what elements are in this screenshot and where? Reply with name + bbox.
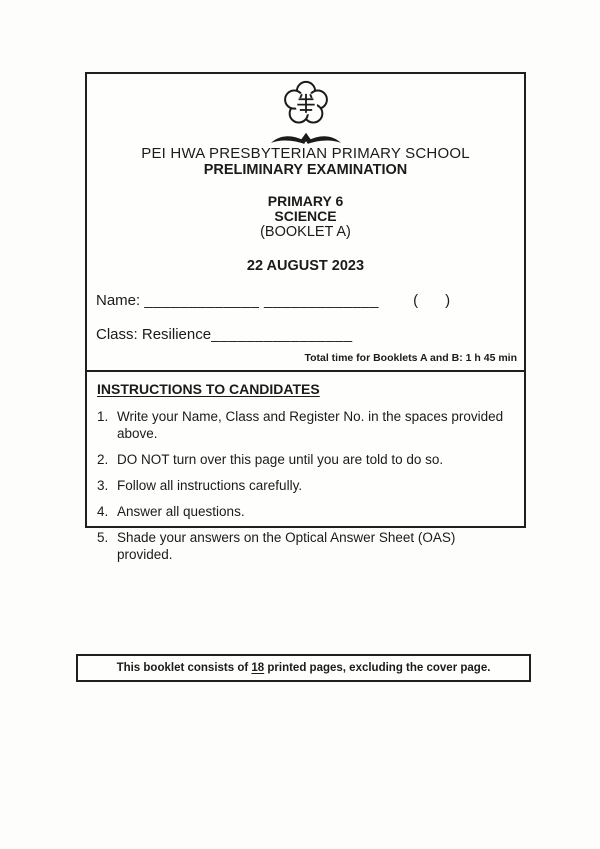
instruction-text: Write your Name, Class and Register No. in the spaces provided above. [117, 409, 504, 441]
booklet-pages-count: 18 [251, 662, 265, 674]
exam-level: PRIMARY 6 [267, 193, 344, 209]
class-value: Resilience [141, 326, 212, 343]
instruction-item [97, 503, 514, 520]
instruction-text: Answer all questions. [117, 504, 245, 519]
instruction-item [97, 529, 514, 563]
instructions-title: INSTRUCTIONS TO CANDIDATES [97, 381, 320, 397]
instruction-number: 5. [97, 530, 109, 545]
instructions-section [87, 381, 524, 563]
total-time-note: Total time for Booklets A and B: 1 h 45 min [304, 352, 517, 364]
instruction-text: DO NOT turn over this page until you are told to do so. [117, 452, 444, 467]
open-book-icon [267, 130, 345, 145]
name-label: Name: [96, 292, 141, 309]
cover-header-box [85, 72, 526, 562]
school-name: PEI HWA PRESBYTERIAN PRIMARY SCHOOL [141, 145, 470, 162]
school-crest-flower-icon [275, 79, 337, 130]
name-blank-line: _____________ _____________ [144, 292, 379, 309]
booklet-pages-note-box [76, 654, 531, 682]
register-paren-close: ) [445, 292, 451, 309]
instruction-item [97, 477, 514, 494]
exam-booklet: (BOOKLET A) [260, 224, 351, 240]
instruction-number: 3. [97, 478, 109, 493]
exam-date: 22 AUGUST 2023 [246, 258, 365, 274]
instruction-text: Follow all instructions carefully. [117, 478, 303, 493]
instruction-number: 4. [97, 504, 109, 519]
exam-title: PRELIMINARY EXAMINATION [203, 162, 408, 178]
register-paren-open: ( [413, 292, 419, 309]
class-field-row [87, 325, 524, 345]
instruction-text: Shade your answers on the Optical Answer Sheet (OAS) provided. [117, 530, 456, 562]
register-number-field [413, 292, 450, 309]
instruction-number: 1. [97, 409, 109, 424]
instructions-list [97, 408, 514, 563]
booklet-note-prefix: This booklet consists of [116, 662, 252, 674]
exam-subject: SCIENCE [274, 208, 337, 224]
class-blank-line: ________________ [211, 326, 353, 343]
instruction-item [97, 408, 514, 442]
instruction-item [97, 451, 514, 468]
class-label: Class: [96, 326, 138, 343]
name-field-row [87, 291, 524, 311]
school-logo [87, 79, 524, 145]
section-divider [87, 370, 524, 372]
instruction-number: 2. [97, 452, 109, 467]
booklet-note-suffix: printed pages, excluding the cover page. [264, 662, 491, 674]
